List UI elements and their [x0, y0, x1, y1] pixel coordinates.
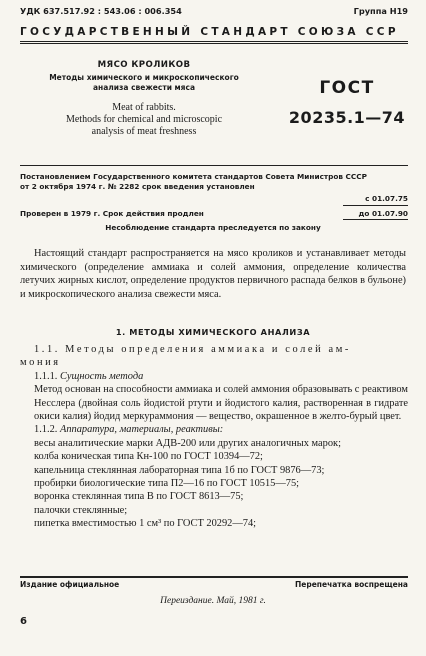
clause-number: 1.1.2. [34, 424, 60, 436]
page-number: 6 [20, 616, 27, 627]
clause-1-1-1 [20, 370, 408, 383]
equipment-item: весы аналитические марки АДВ-200 или других аналогичных марок; [34, 437, 341, 449]
gost-label: ГОСТ [319, 78, 375, 98]
banner-rule-second [20, 43, 408, 44]
equipment-item: воронка стеклянная типа В по ГОСТ 8613—75; [34, 491, 244, 503]
effective-date-rule [343, 205, 408, 206]
official-edition-label: Издание официальное [20, 580, 120, 589]
introduction-paragraph [20, 247, 406, 301]
equipment-item: пипетка вместимостью 1 см³ по ГОСТ 20292—74; [34, 518, 257, 530]
review-note: Проверен в 1979 г. Срок действия продлен [20, 209, 204, 218]
clause-1-1-2 [20, 423, 408, 436]
expiry-date: до 01.07.90 [358, 209, 408, 218]
subtitle-line: Методы химического и микроскопического [49, 73, 239, 82]
udk-code: УДК 637.517.92 : 543.06 : 006.354 [20, 6, 182, 16]
clause-1-1: 1.1. Методы определения аммиака и солей ам- [34, 344, 351, 355]
section-heading: 1. МЕТОДЫ ХИМИЧЕСКОГО АНАЛИЗА [115, 327, 311, 337]
english-title-line: Methods for chemical and microscopic [65, 114, 223, 125]
decree-text [20, 172, 380, 192]
english-title [20, 102, 268, 138]
footer-rule [20, 576, 408, 578]
subtitle-line: анализа свежести мяса [92, 83, 196, 92]
section-body [20, 343, 408, 531]
title-rule [20, 165, 408, 166]
legal-notice: Несоблюдение стандарта преследуется по закону [105, 223, 321, 232]
equipment-item: колба коническая типа Кн-100 по ГОСТ 10394—72; [34, 451, 263, 463]
title-block [20, 60, 268, 138]
reissue-note: Переиздание. Май, 1981 г. [160, 596, 266, 606]
top-line [20, 6, 408, 20]
state-standard-banner: ГОСУДАРСТВЕННЫЙ СТАНДАРТ СОЮЗА ССР [20, 26, 399, 38]
clause-1-1-continued: мония [20, 357, 61, 369]
expiry-date-rule [343, 219, 408, 220]
clause-title: Аппаратура, материалы, реактивы: [59, 424, 224, 436]
group-code: Группа Н19 [353, 6, 408, 16]
english-title-line: analysis of meat freshness [91, 126, 197, 137]
equipment-item: палочки стеклянные; [34, 504, 128, 516]
english-title-line: Meat of rabbits. [112, 102, 176, 113]
standard-title: МЯСО КРОЛИКОВ [97, 60, 191, 70]
clause-number: 1.1.1. [34, 370, 60, 382]
reprint-prohibited-label: Перепечатка воспрещена [294, 580, 408, 589]
decree-line: Постановлением Государственного комитета стандартов Совета Министров СССР [20, 172, 367, 181]
clause-title: Сущность метода [59, 370, 144, 382]
equipment-item: пробирки биологические типа П2—16 по ГОСТ 10515—75; [34, 478, 300, 490]
gost-number: 20235.1—74 [288, 108, 406, 127]
banner-rule [20, 41, 408, 42]
standard-subtitle [20, 73, 268, 93]
method-description: Метод основан на способности аммиака и солей аммония образовывать с реактивом Несслера (двойная соль йодистой ртути и йодистого калия, растворенная в гидрате окиси калия) йодид меркураммония — вещество, окрашенное в желто-бурый цвет. [34, 384, 408, 423]
equipment-item: капельница стеклянная лабораторная типа 1б по ГОСТ 9876—73; [34, 464, 325, 476]
introduction-text: Настоящий стандарт распространяется на мясо кроликов и устанавливает методы химического (определение аммиака и солей аммония, определение количества летучих жирных кислот, определение продуктов первичного распада белков в бульоне) и микроскопического анализа свежести мяса. [20, 248, 407, 300]
decree-line: от 2 октября 1974 г. № 2282 срок введения установлен [20, 182, 255, 191]
effective-date: с 01.07.75 [365, 194, 408, 203]
